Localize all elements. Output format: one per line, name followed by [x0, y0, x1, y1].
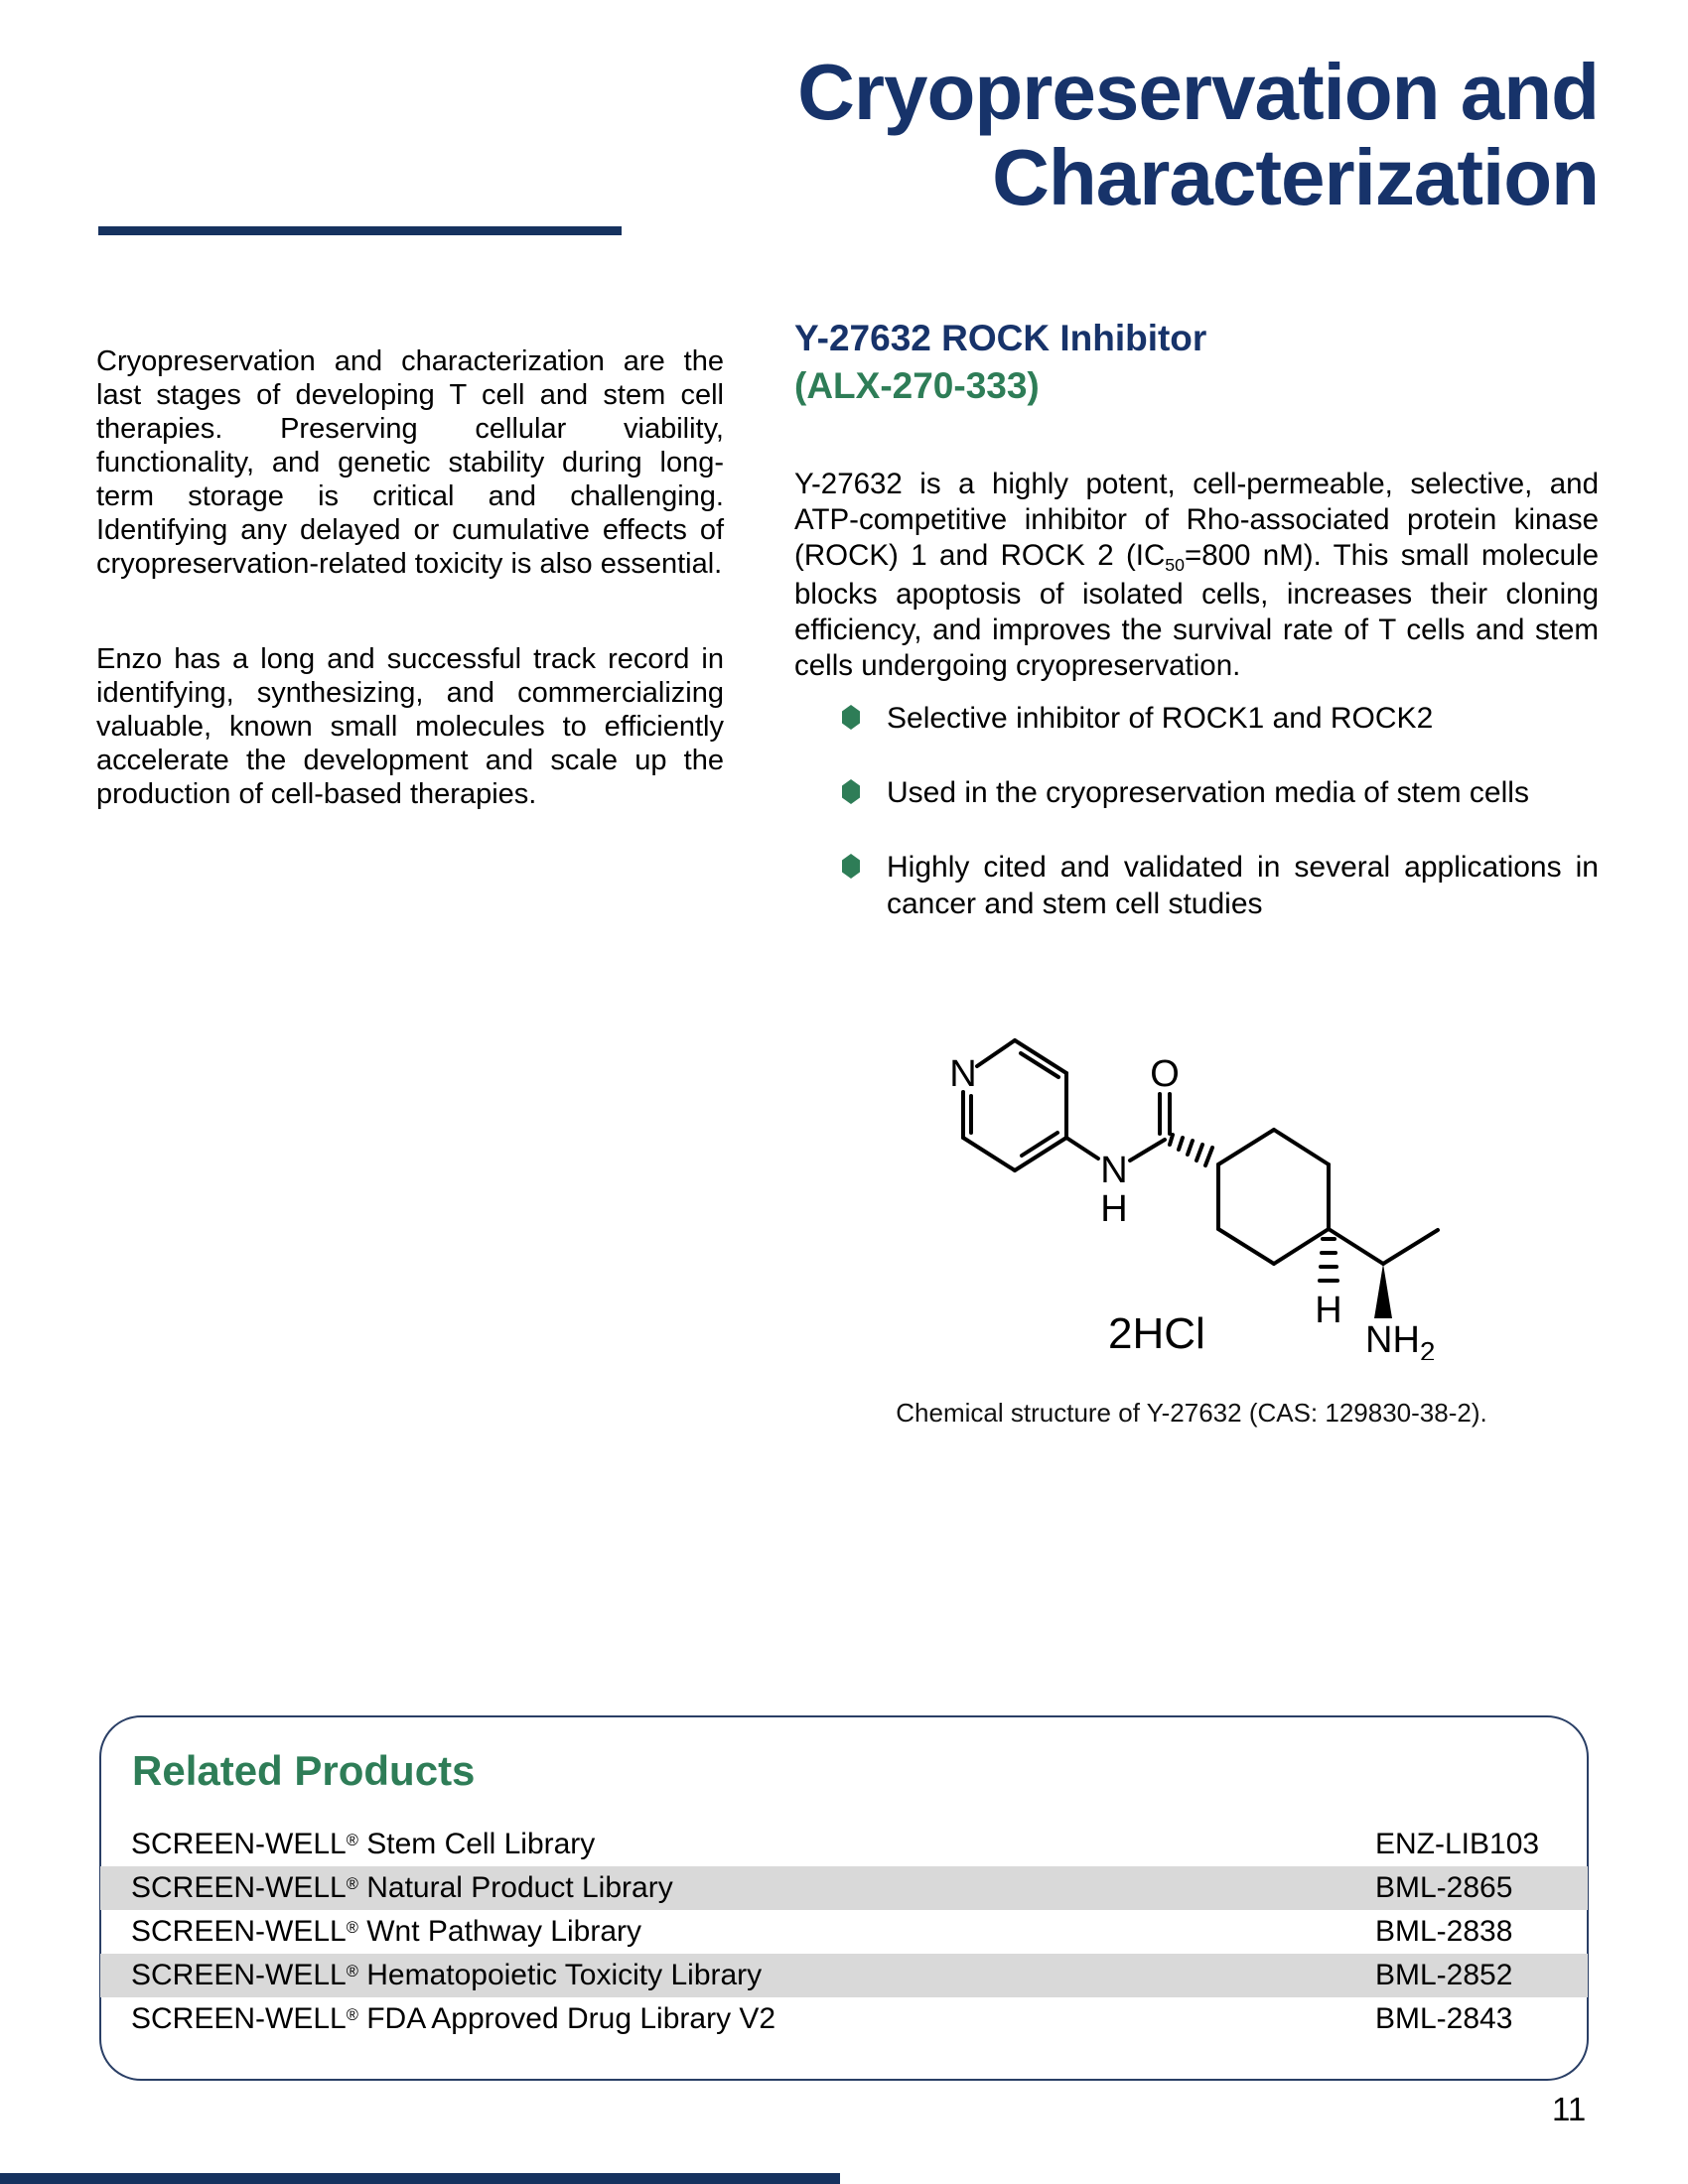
table-row: [100, 1954, 1588, 1997]
product-heading: Y-27632 ROCK Inhibitor: [794, 318, 1207, 358]
product-code: ENZ-LIB103: [1375, 1828, 1540, 1860]
product-code: BML-2838: [1375, 1915, 1513, 1948]
amide-h-label: H: [1100, 1188, 1128, 1230]
feature-bullet-2: [842, 774, 1599, 811]
feature-bullet-3-text: Highly cited and validated in several applications in cancer and stem cell studies: [887, 851, 1599, 920]
feature-bullet-2-text: Used in the cryopreservation media of stem cells: [887, 776, 1529, 809]
table-row: [100, 1823, 1588, 1866]
product-name: SCREEN-WELL® Wnt Pathway Library: [131, 1915, 641, 1948]
molecule-svg: [894, 983, 1489, 1360]
intro-paragraph-2: Enzo has a long and successful track record in identifying, synthesizing, and commercializing valuable, known small molecules to efficiently accelerate the development and scale up the production of cell-based therapies.: [96, 643, 724, 810]
feature-bullet-3: [842, 849, 1599, 922]
carbonyl-o-label: O: [1150, 1053, 1180, 1095]
product-name: SCREEN-WELL® Natural Product Library: [131, 1871, 673, 1904]
table-row: [100, 1866, 1588, 1910]
table-row: [100, 1997, 1588, 2041]
title-accent-rule: [98, 226, 622, 235]
ic50-subscript: 50: [1165, 554, 1185, 575]
feature-bullet-1-text: Selective inhibitor of ROCK1 and ROCK2: [887, 702, 1434, 735]
feature-bullet-1: [842, 700, 1599, 737]
table-row: [100, 1910, 1588, 1954]
registered-mark: ®: [346, 1874, 358, 1893]
registered-mark: ®: [346, 1831, 358, 1849]
intro-paragraph-1: Cryopreservation and characterization are the last stages of developing T cell and stem cell therapies. Preserving cellular viability, functionality, and genetic stability during long-term storage is critical and challenging. Identifying any delayed or cumulative effects of cryopreservation-related toxicity is also essential.: [96, 345, 724, 580]
product-description-part2: =800 nM). This small molecule blocks apoptosis of isolated cells, increases their cloning efficiency, and improves the survival rate of T cells and stem cells undergoing cryopreservation.: [794, 538, 1599, 682]
amine-label: $NH_2$: [1365, 1319, 1436, 1360]
salt-label: 2HCl: [1108, 1309, 1205, 1358]
footer-accent-bar: [0, 2173, 840, 2184]
product-code: BML-2843: [1375, 2002, 1513, 2035]
related-products-title: Related Products: [132, 1747, 476, 1794]
page-number: 11: [1552, 2091, 1587, 2127]
hexagon-bullet-icon: [842, 779, 860, 804]
product-catalog-number: (ALX-270-333): [794, 365, 1040, 406]
hexagon-bullet-icon: [842, 705, 860, 730]
amide-n-label: N: [1100, 1150, 1128, 1191]
product-name: SCREEN-WELL® Stem Cell Library: [131, 1828, 596, 1860]
structure-caption: Chemical structure of Y-27632 (CAS: 129830-38-2).: [896, 1398, 1487, 1428]
product-code: BML-2865: [1375, 1871, 1513, 1904]
product-description: [794, 467, 1599, 684]
registered-mark: ®: [346, 1918, 358, 1937]
product-name: SCREEN-WELL® Hematopoietic Toxicity Library: [131, 1959, 763, 1991]
stereo-h-label: H: [1315, 1290, 1342, 1331]
chemical-structure-image: [894, 983, 1489, 1360]
page-title-line1: Cryopreservation and: [797, 48, 1599, 136]
page-title: [506, 50, 1599, 220]
product-code: BML-2852: [1375, 1959, 1513, 1991]
page-title-line2: Characterization: [992, 133, 1599, 221]
wedge-bond: [1374, 1264, 1392, 1318]
registered-mark: ®: [346, 2005, 358, 2024]
product-name: SCREEN-WELL® FDA Approved Drug Library V2: [131, 2002, 776, 2035]
product-description-part1: Y-27632 is a highly potent, cell-permeable, selective, and ATP-competitive inhibitor of Rho-associated protein kinase (ROCK) 1 and ROCK 2 (IC: [794, 467, 1599, 572]
registered-mark: ®: [346, 1962, 358, 1980]
pyridine-n-label: N: [949, 1053, 977, 1095]
hexagon-bullet-icon: [842, 854, 860, 879]
related-products-table: [100, 1823, 1588, 2041]
